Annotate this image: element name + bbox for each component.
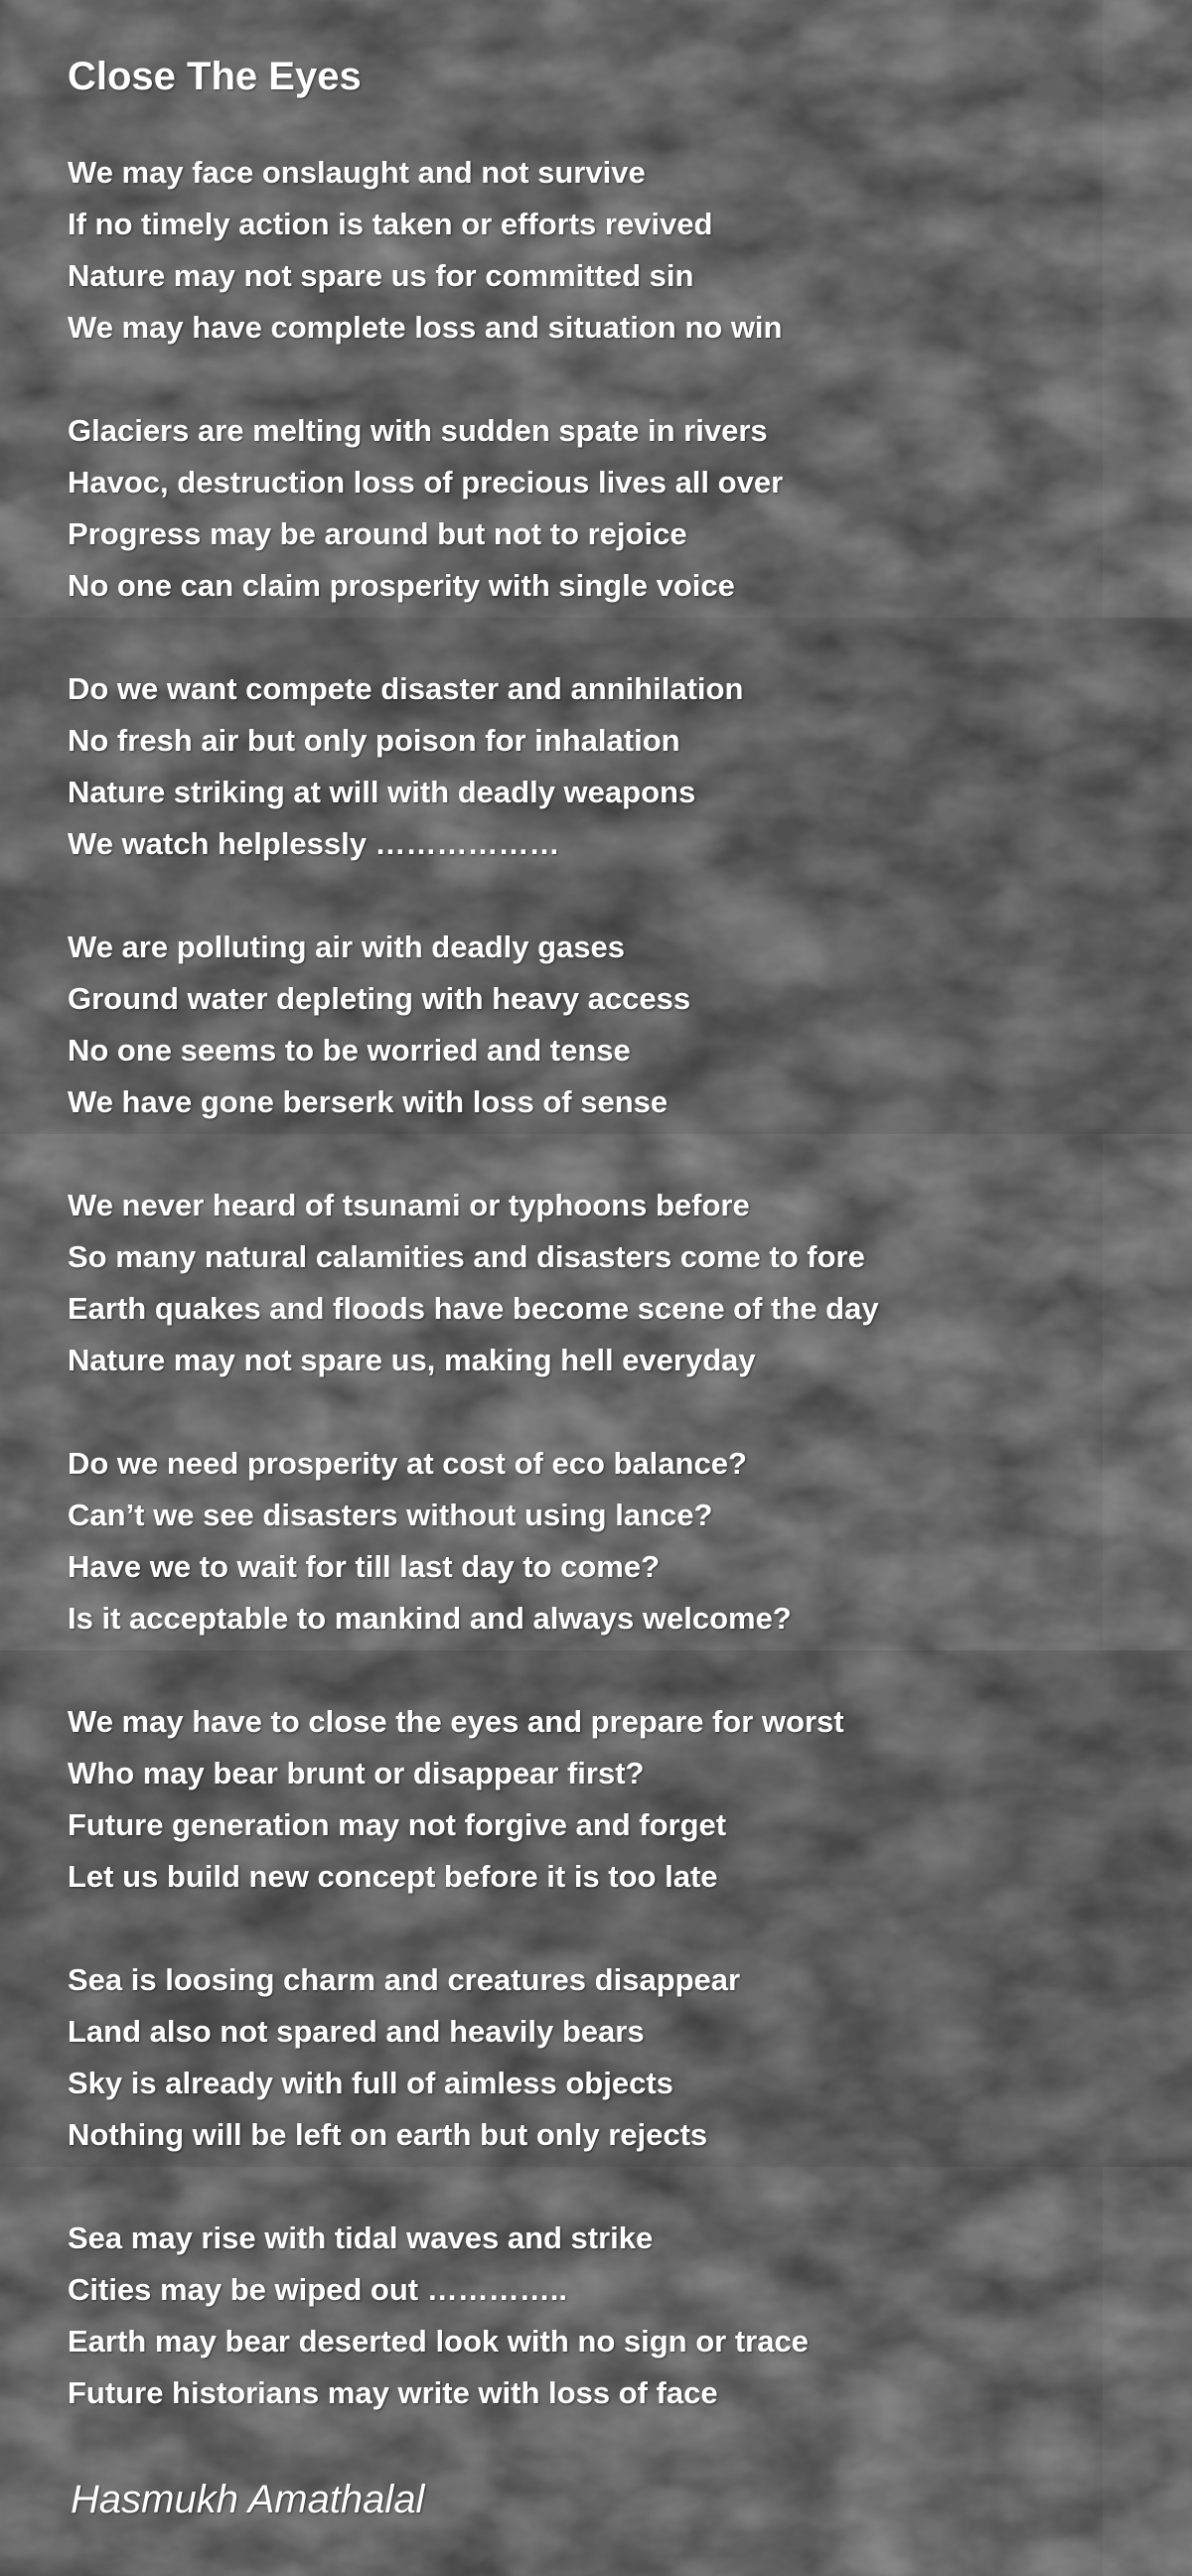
stanza xyxy=(68,1696,1160,1903)
poem-line: Future historians may write with loss of face xyxy=(68,2375,718,2410)
poem-line: Nature may not spare us for committed sin xyxy=(68,258,694,293)
poem-line: Sky is already with full of aimless objects xyxy=(68,2066,673,2100)
poem-line: Earth quakes and floods have become scene of the day xyxy=(68,1291,879,1326)
stanza xyxy=(68,405,1160,612)
poem-line: Nothing will be left on earth but only rejects xyxy=(68,2117,708,2152)
poem-line: We may have to close the eyes and prepare for worst xyxy=(68,1704,844,1739)
poem-line: Ground water depleting with heavy access xyxy=(68,981,691,1016)
stanza xyxy=(68,2213,1160,2419)
poem-line: We watch helplessly ……………… xyxy=(68,826,560,861)
poem-line: Cities may be wiped out ………….. xyxy=(68,2272,567,2307)
poem-line: We never heard of tsunami or typhoons before xyxy=(68,1188,750,1222)
stanza xyxy=(68,663,1160,870)
poem-line: Is it acceptable to mankind and always welcome? xyxy=(68,1601,792,1636)
poem-line: We may face onslaught and not survive xyxy=(68,155,646,190)
poem-line: We are polluting air with deadly gases xyxy=(68,930,626,964)
poem-line: So many natural calamities and disasters come to fore xyxy=(68,1239,865,1274)
stanza xyxy=(68,1180,1160,1386)
stanza xyxy=(68,147,1160,354)
poem-line: If no timely action is taken or efforts revived xyxy=(68,207,713,241)
poem-line: Progress may be around but not to rejoice xyxy=(68,516,687,551)
poem-line: Nature may not spare us, making hell everyday xyxy=(68,1343,756,1377)
poem-line: No one can claim prosperity with single voice xyxy=(68,568,735,603)
poem-line: Do we want compete disaster and annihilation xyxy=(68,671,744,706)
poem-title: Close The Eyes xyxy=(68,55,362,98)
poem-line: Glaciers are melting with sudden spate in rivers xyxy=(68,413,768,448)
poem-line: Can’t we see disasters without using lance? xyxy=(68,1498,713,1532)
poem-line: Future generation may not forgive and forget xyxy=(68,1807,727,1842)
poem-line: Earth may bear deserted look with no sign or trace xyxy=(68,2324,809,2359)
poem-line: Land also not spared and heavily bears xyxy=(68,2014,645,2049)
poem-line: Nature striking at will with deadly weapons xyxy=(68,775,696,809)
poem-line: Havoc, destruction loss of precious lives all over xyxy=(68,465,784,500)
poem-line: No one seems to be worried and tense xyxy=(68,1033,631,1068)
poem-line: No fresh air but only poison for inhalation xyxy=(68,723,680,758)
poem-line: We have gone berserk with loss of sense xyxy=(68,1084,669,1119)
stanza xyxy=(68,1438,1160,1645)
poem-line: Do we need prosperity at cost of eco balance? xyxy=(68,1446,747,1481)
poem-line: Who may bear brunt or disappear first? xyxy=(68,1756,645,1790)
stanza xyxy=(68,922,1160,1128)
poem-line: Have we to wait for till last day to come? xyxy=(68,1549,661,1584)
poem-line: Sea is loosing charm and creatures disappear xyxy=(68,1962,741,1997)
stanza xyxy=(68,1954,1160,2161)
poem-line: We may have complete loss and situation no win xyxy=(68,310,783,345)
poem-author: Hasmukh Amathalal xyxy=(71,2478,425,2521)
poem-line: Let us build new concept before it is too late xyxy=(68,1859,718,1894)
poem-line: Sea may rise with tidal waves and strike xyxy=(68,2220,654,2255)
